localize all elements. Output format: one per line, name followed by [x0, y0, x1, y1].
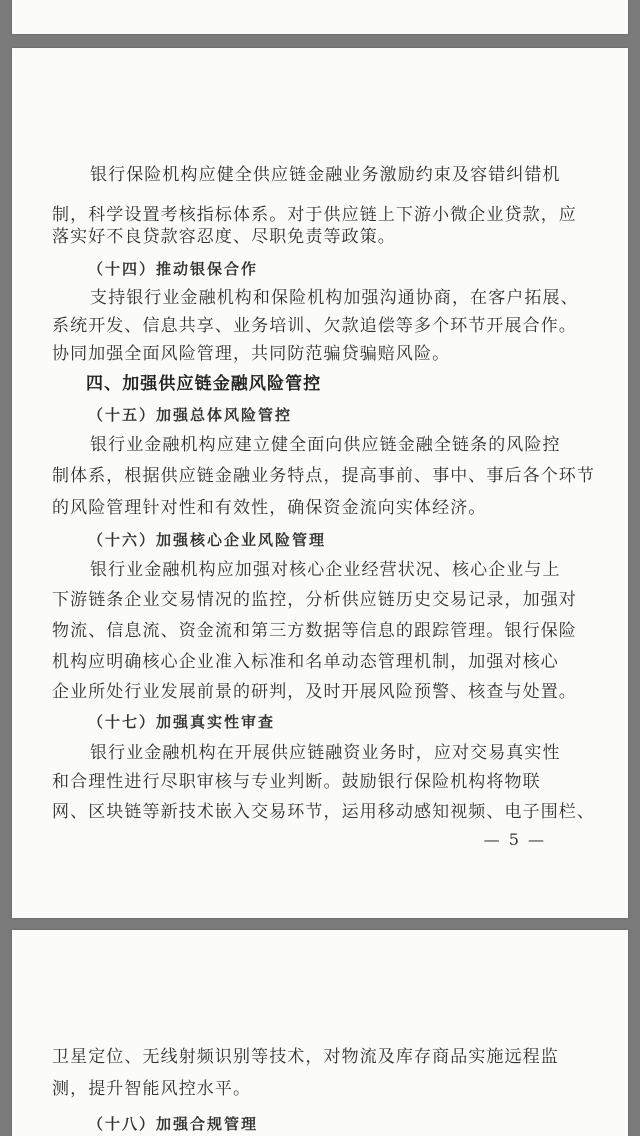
body-line: 系统开发、信息共享、业务培训、欠款追偿等多个环节开展合作。 [52, 316, 577, 336]
body-line: 协同加强全面风险管理，共同防范骗贷骗赔风险。 [52, 344, 451, 364]
body-line: 卫星定位、无线射频识别等技术，对物流及库存商品实施远程监 [52, 1047, 559, 1067]
next-page [12, 930, 628, 1136]
body-line: 网、区块链等新技术嵌入交易环节，运用移动感知视频、电子围栏、 [52, 802, 595, 822]
body-line: 下游链条企业交易情况的监控，分析供应链历史交易记录，加强对 [52, 590, 577, 610]
body-line: 测，提升智能风控水平。 [52, 1079, 252, 1099]
body-line: 落实好不良贷款容忍度、尽职免责等政策。 [52, 227, 396, 247]
body-line: 制，科学设置考核指标体系。对于供应链上下游小微企业贷款，应 [52, 205, 577, 225]
body-line: 支持银行业金融机构和保险机构加强沟通协商，在客户拓展、 [90, 288, 579, 308]
body-line: 的风险管理针对性和有效性，确保资金流向实体经济。 [52, 498, 487, 518]
body-line: 物流、信息流、资金流和第三方数据等信息的跟踪管理。银行保险 [52, 621, 577, 641]
section-subheading: （十八）加强合规管理 [88, 1115, 259, 1133]
page-number: — 5 — [483, 830, 546, 849]
previous-page [12, 0, 628, 34]
section-subheading: （十五）加强总体风险管控 [88, 406, 293, 424]
body-line: 机构应明确核心企业准入标准和名单动态管理机制，加强对核心 [52, 652, 559, 672]
body-line: 企业所处行业发展前景的研判，及时开展风险预警、核查与处置。 [52, 682, 577, 702]
body-line: 和合理性进行尽职审核与专业判断。鼓励银行保险机构将物联 [52, 772, 541, 792]
section-heading: 四、加强供应链金融风险管控 [86, 374, 322, 394]
body-line: 银行业金融机构应加强对核心企业经营状况、核心企业与上 [90, 560, 561, 580]
body-line: 制体系，根据供应链金融业务特点，提高事前、事中、事后各个环节 [52, 466, 595, 486]
document-page [12, 48, 628, 918]
section-subheading: （十四）推动银保合作 [88, 260, 259, 278]
section-subheading: （十七）加强真实性审查 [88, 713, 276, 731]
body-line: 银行业金融机构在开展供应链融资业务时，应对交易真实性 [90, 743, 561, 763]
body-line: 银行保险机构应健全供应链金融业务激励约束及容错纠错机 [90, 165, 561, 185]
section-subheading: （十六）加强核心企业风险管理 [88, 531, 327, 549]
body-line: 银行业金融机构应建立健全面向供应链金融全链条的风险控 [90, 435, 561, 455]
